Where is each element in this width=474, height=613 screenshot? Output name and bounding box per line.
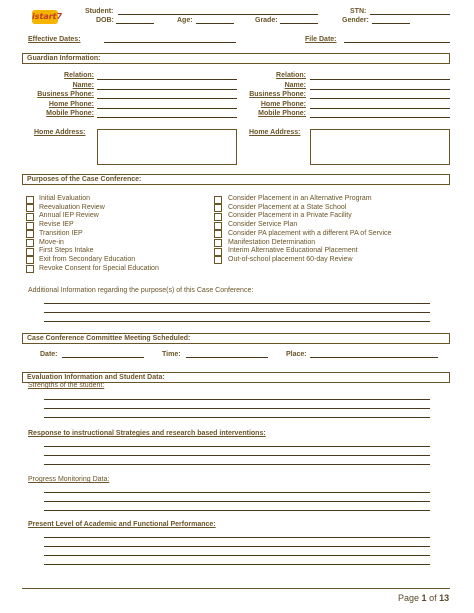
- purpose-checkbox[interactable]: [214, 213, 222, 221]
- dob-field[interactable]: [116, 23, 154, 24]
- strengths-line-1[interactable]: [44, 399, 430, 400]
- response-label: Response to instructional Strategies and research based interventions:: [28, 430, 266, 437]
- meeting-date-field[interactable]: [62, 357, 144, 358]
- name-label-2: Name:: [284, 81, 306, 89]
- purpose-checkbox[interactable]: [214, 239, 222, 247]
- business-phone-field-2[interactable]: [310, 98, 450, 99]
- home-address-label: Home Address:: [34, 129, 86, 136]
- purpose-label: Exit from Secondary Education: [39, 255, 136, 263]
- guardian-section-header: Guardian Information:: [22, 53, 450, 64]
- effective-dates-field[interactable]: [104, 42, 236, 43]
- purpose-checkbox[interactable]: [26, 256, 34, 264]
- meeting-section-header: Case Conference Committee Meeting Scheduled:: [22, 333, 450, 344]
- grade-label: Grade:: [255, 17, 278, 24]
- purpose-label: Transition IEP: [39, 229, 83, 237]
- purpose-label: First Steps Intake: [39, 247, 94, 255]
- guardian-left-labels: [0, 72, 94, 120]
- logo: istart7: [32, 10, 58, 24]
- page-number: [398, 593, 449, 603]
- mobile-phone-field-2[interactable]: [310, 117, 450, 118]
- business-phone-label: Business Phone:: [37, 91, 94, 98]
- progress-line-3[interactable]: [44, 510, 430, 511]
- stn-field[interactable]: [370, 14, 450, 15]
- student-field[interactable]: [118, 14, 318, 15]
- home-address-box[interactable]: [97, 129, 237, 165]
- purpose-label: Out-of-school placement 60-day Review: [228, 255, 353, 263]
- home-phone-field-2[interactable]: [310, 108, 450, 109]
- student-label: Student:: [85, 8, 114, 15]
- additional-info-line-3[interactable]: [44, 321, 430, 322]
- strengths-label: Strengths of the student:: [28, 382, 105, 389]
- page-prefix: Page: [398, 593, 420, 603]
- progress-line-1[interactable]: [44, 492, 430, 493]
- gender-field[interactable]: [372, 23, 410, 24]
- purpose-label: Annual IEP Review: [39, 212, 99, 220]
- purpose-label: Revise IEP: [39, 221, 74, 229]
- name-label: Name:: [72, 81, 94, 89]
- home-phone-label: Home Phone:: [48, 100, 94, 108]
- response-line-1[interactable]: [44, 446, 430, 447]
- age-field[interactable]: [196, 23, 234, 24]
- purpose-checkbox[interactable]: [214, 222, 222, 230]
- purpose-checkbox[interactable]: [26, 248, 34, 256]
- present-level-label: Present Level of Academic and Functional Performance:: [28, 521, 216, 528]
- dob-label: DOB:: [96, 17, 114, 24]
- age-label: Age:: [177, 17, 193, 24]
- purpose-label: Reevaluation Review: [39, 203, 105, 211]
- home-phone-label-2: Home Phone:: [260, 100, 306, 108]
- guardian-right-labels: [200, 72, 306, 120]
- file-date-field[interactable]: [344, 42, 450, 43]
- page-current: 1: [421, 593, 427, 603]
- mobile-phone-label-2: Mobile Phone:: [258, 110, 306, 117]
- response-line-3[interactable]: [44, 464, 430, 465]
- purpose-label: Interim Alternative Educational Placement: [228, 247, 358, 255]
- home-address-label-2: Home Address:: [249, 129, 301, 136]
- meeting-place-label: Place:: [286, 351, 307, 358]
- purpose-checkbox[interactable]: [26, 239, 34, 247]
- home-address-box-2[interactable]: [310, 129, 450, 165]
- purpose-checkbox[interactable]: [26, 196, 34, 204]
- purpose-label: Consider Placement at a State School: [228, 203, 347, 211]
- file-date-label: File Date:: [305, 36, 337, 43]
- present-level-line-3[interactable]: [44, 555, 430, 556]
- purpose-checkbox[interactable]: [214, 256, 222, 264]
- purpose-checkbox[interactable]: [26, 230, 34, 238]
- relation-label: Relation:: [64, 72, 94, 79]
- additional-info-line-2[interactable]: [44, 312, 430, 313]
- purpose-checkbox[interactable]: [214, 248, 222, 256]
- relation-field-2[interactable]: [310, 79, 450, 80]
- purpose-label: Consider PA placement with a different PA of Service: [228, 229, 392, 237]
- purpose-checkbox[interactable]: [26, 222, 34, 230]
- stn-label: STN:: [350, 8, 367, 15]
- meeting-place-field[interactable]: [310, 357, 438, 358]
- purposes-section-header: Purposes of the Case Conference:: [22, 174, 450, 185]
- page-of: of: [429, 593, 437, 603]
- gender-label: Gender:: [342, 17, 369, 24]
- purpose-label: Initial Evaluation: [39, 195, 90, 202]
- footer-rule: [22, 588, 450, 589]
- relation-label-2: Relation:: [276, 72, 306, 79]
- response-line-2[interactable]: [44, 455, 430, 456]
- page-total: 13: [439, 593, 450, 603]
- strengths-line-2[interactable]: [44, 408, 430, 409]
- present-level-line-2[interactable]: [44, 546, 430, 547]
- progress-label: Progress Monitoring Data:: [28, 476, 110, 483]
- additional-info-line-1[interactable]: [44, 303, 430, 304]
- strengths-line-3[interactable]: [44, 417, 430, 418]
- purpose-label: Consider Placement in an Alternative Program: [228, 195, 372, 202]
- progress-line-2[interactable]: [44, 501, 430, 502]
- additional-info-label: Additional Information regarding the purpose(s) of this Case Conference:: [28, 287, 254, 294]
- meeting-time-label: Time:: [162, 351, 181, 358]
- purpose-label: Consider Service Plan: [228, 221, 298, 229]
- purpose-checkbox[interactable]: [26, 204, 34, 212]
- purpose-checkbox[interactable]: [214, 196, 222, 204]
- present-level-line-1[interactable]: [44, 537, 430, 538]
- grade-field[interactable]: [280, 23, 318, 24]
- effective-dates-label: Effective Dates:: [28, 36, 81, 43]
- purpose-label: Consider Placement in a Private Facility: [228, 212, 352, 220]
- evaluation-section-header: Evaluation Information and Student Data:: [22, 372, 450, 383]
- mobile-phone-label: Mobile Phone:: [46, 110, 94, 117]
- meeting-time-field[interactable]: [186, 357, 268, 358]
- purpose-label: Revoke Consent for Special Education: [39, 264, 159, 272]
- business-phone-label-2: Business Phone:: [249, 91, 306, 98]
- purpose-checkbox[interactable]: [26, 265, 34, 273]
- purpose-checkbox[interactable]: [214, 204, 222, 212]
- purpose-checkbox[interactable]: [214, 230, 222, 238]
- purpose-checkbox[interactable]: [26, 213, 34, 221]
- present-level-line-4[interactable]: [44, 564, 430, 565]
- meeting-date-label: Date:: [40, 351, 58, 358]
- name-field-2[interactable]: [310, 89, 450, 90]
- purpose-label: Move-in: [39, 238, 64, 246]
- purpose-label: Manifestation Determination: [228, 238, 316, 246]
